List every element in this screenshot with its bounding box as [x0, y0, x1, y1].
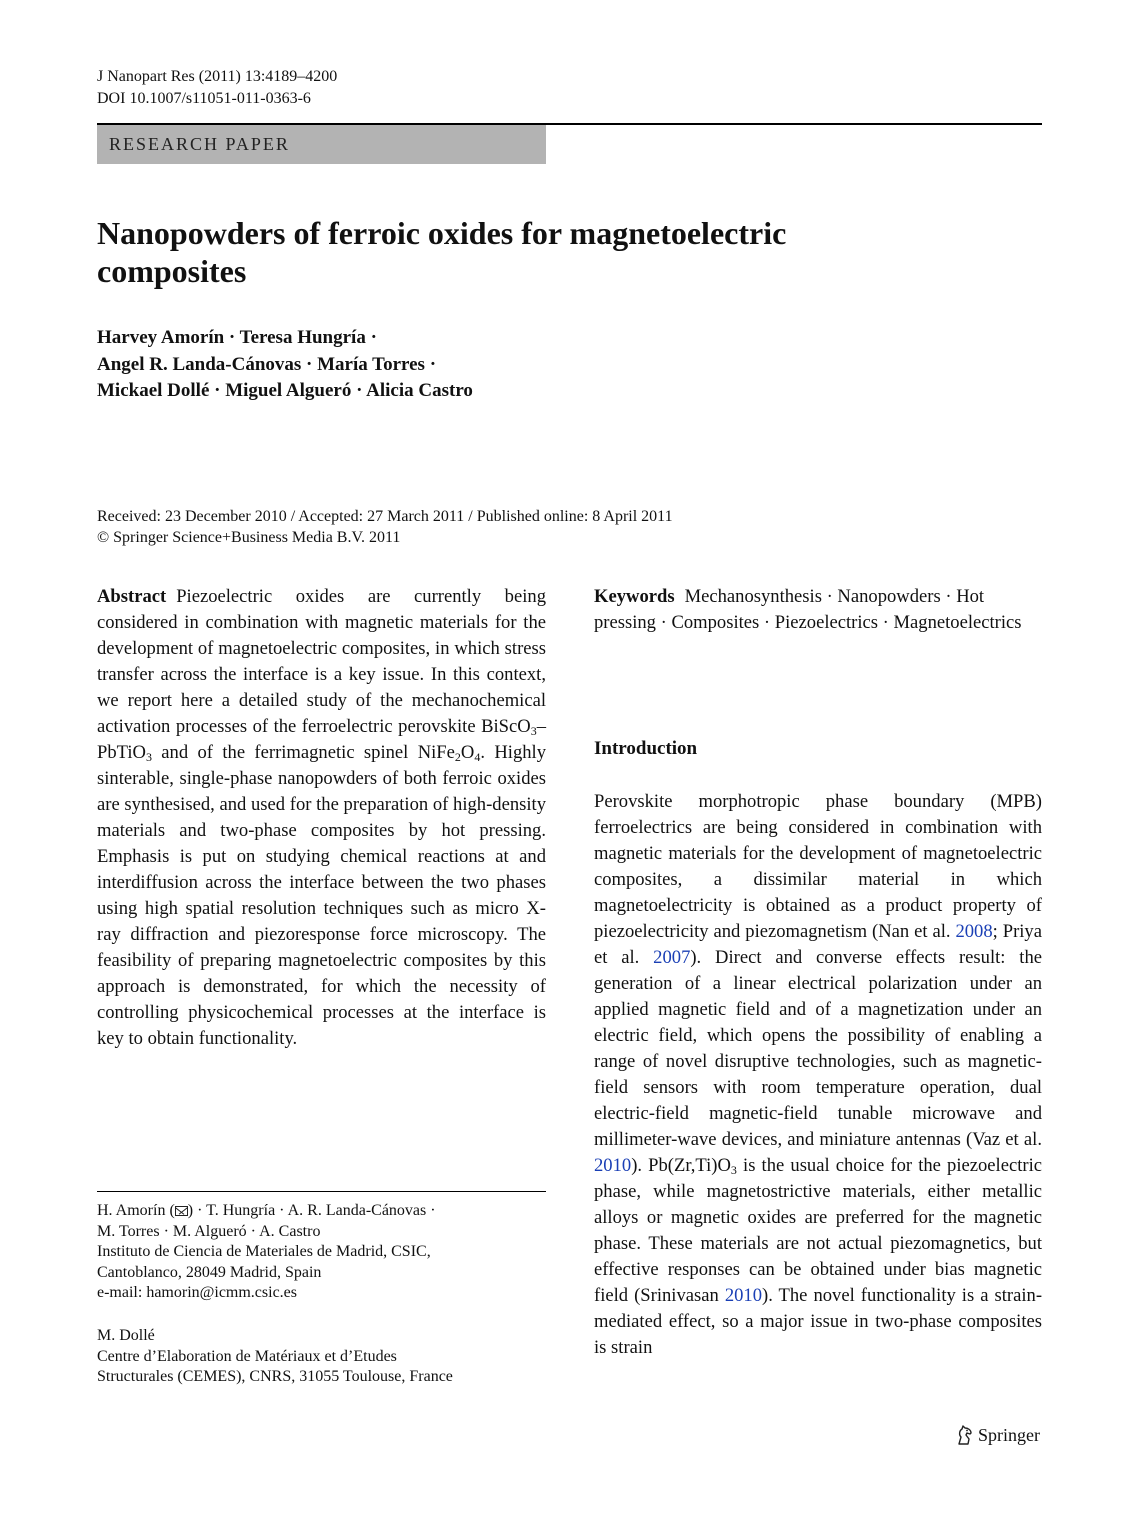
affiliation-email: e-mail: hamorin@icmm.csic.es: [97, 1284, 298, 1302]
abstract: Abstract Piezoelectric oxides are currently being considered in combination with magnetic materials for the development of magnetoelectric composites, in which stress transfer across the interface is a key issue. In this context, we report here a detailed study of the mechanochemical activation processes of the ferroelectric perovskite BiScO$_3$–PbTiO$_3$ and of the ferrimagnetic spinel $NiFe_2O_4$. Highly sinterable, single-phase nanopowders of both ferroic oxides are synthesised, and used for the preparation of high-density materials and two-phase composites by hot pressing. Emphasis is put on studying chemical reactions at and interdiffusion across the interface between the two phases using high spatial resolution techniques such as micro X-ray diffraction and piezoresponse force microscopy. The feasibility of preparing magnetoelectric composites by this approach is demonstrated, for which the necessity of controlling physicochemical processes at the interface is key to obtain functionality.: [97, 586, 547, 1049]
citation-link[interactable]: 2010: [724, 1285, 762, 1306]
envelope-icon: [175, 1206, 188, 1216]
paper-title: Nanopowders of ferroic oxides for magnetoelectric composites: [97, 215, 787, 289]
section-banner: RESEARCH PAPER: [97, 125, 546, 164]
copyright: © Springer Science+Business Media B.V. 2011: [97, 529, 401, 546]
citation-link[interactable]: 2007: [653, 947, 691, 968]
abstract-label: Abstract: [97, 586, 167, 607]
publication-dates: [97, 506, 673, 548]
author-line: Mickael Dollé · Miguel Algueró · Alicia Castro: [97, 380, 473, 401]
author-line: Harvey Amorín · Teresa Hungría ·: [97, 327, 377, 348]
affiliation-institution: Instituto de Ciencia de Materiales de Madrid, CSIC,: [97, 1243, 431, 1261]
affiliation-toulouse: [97, 1326, 453, 1388]
citation-link[interactable]: 2010: [594, 1155, 632, 1176]
keywords-text: Mechanosynthesis · Nanopowders · Hot pressing · Composites · Piezoelectrics · Magnetoelectrics: [594, 586, 1022, 633]
affiliation-authors: M. Dollé: [97, 1327, 155, 1344]
author-list: [97, 325, 473, 405]
keywords-label: Keywords: [594, 586, 675, 607]
affiliation-address: Structurales (CEMES), CNRS, 31055 Toulouse, France: [97, 1368, 453, 1386]
footnote-rule: [97, 1191, 546, 1192]
doi: DOI 10.1007/s11051-011-0363-6: [97, 90, 311, 107]
citation-link[interactable]: 2008: [955, 921, 993, 942]
affiliation-institution: Centre d’Elaboration de Matériaux et d’Etudes: [97, 1347, 397, 1365]
publisher-name: Springer: [978, 1424, 1040, 1445]
history-dates: Received: 23 December 2010 / Accepted: 27 March 2011 / Published online: 8 April 2011: [97, 508, 673, 525]
affiliation-authors: M. Torres · M. Algueró · A. Castro: [97, 1222, 321, 1240]
journal-info: [97, 66, 337, 110]
affiliation-authors: H. Amorín ( ) · T. Hungría · A. R. Landa-Cánovas ·: [97, 1202, 436, 1219]
keywords: [594, 584, 1042, 636]
journal-citation: J Nanopart Res (2011) 13:4189–4200: [97, 68, 338, 85]
springer-horse-icon: [955, 1424, 975, 1446]
publisher-logo: [955, 1424, 1040, 1446]
affiliation-address: Cantoblanco, 28049 Madrid, Spain: [97, 1263, 322, 1281]
affiliation-madrid: [97, 1201, 436, 1304]
author-line: Angel R. Landa-Cánovas · María Torres ·: [97, 353, 437, 375]
introduction-heading: Introduction: [594, 738, 698, 759]
introduction-text: Perovskite morphotropic phase boundary (MPB) ferroelectrics are being considered in combination with magnetic materials for the development of magnetoelectric composites, a dissimilar material in which magnetoelectricity is obtained as a product property of piezoelectricity and piezomagnetism (Nan et al. 2008; Priya et al. 2007). Direct and converse effects result: the generation of a linear electrical polarization under an applied magnetic field and of a magnetization under an electric field, which opens the possibility of enabling a range of novel disruptive technologies, such as magnetic-field sensors with room temperature operation, dual electric-field magnetic-field tunable microwave and millimeter-wave devices, and miniature antennas (Vaz et al. 2010). $Pb(Zr,Ti)O_3$ is the usual choice for the piezoelectric phase, while magnetostrictive materials, either metallic alloys or magnetic oxides are preferred for the magnetic phase. These materials are not actual piezomagnetics, but effective responses can be obtained under bias magnetic field (Srinivasan 2010). The novel functionality is a strain-mediated effect, so a major issue in two-phase composites is strain: [594, 791, 1043, 1358]
